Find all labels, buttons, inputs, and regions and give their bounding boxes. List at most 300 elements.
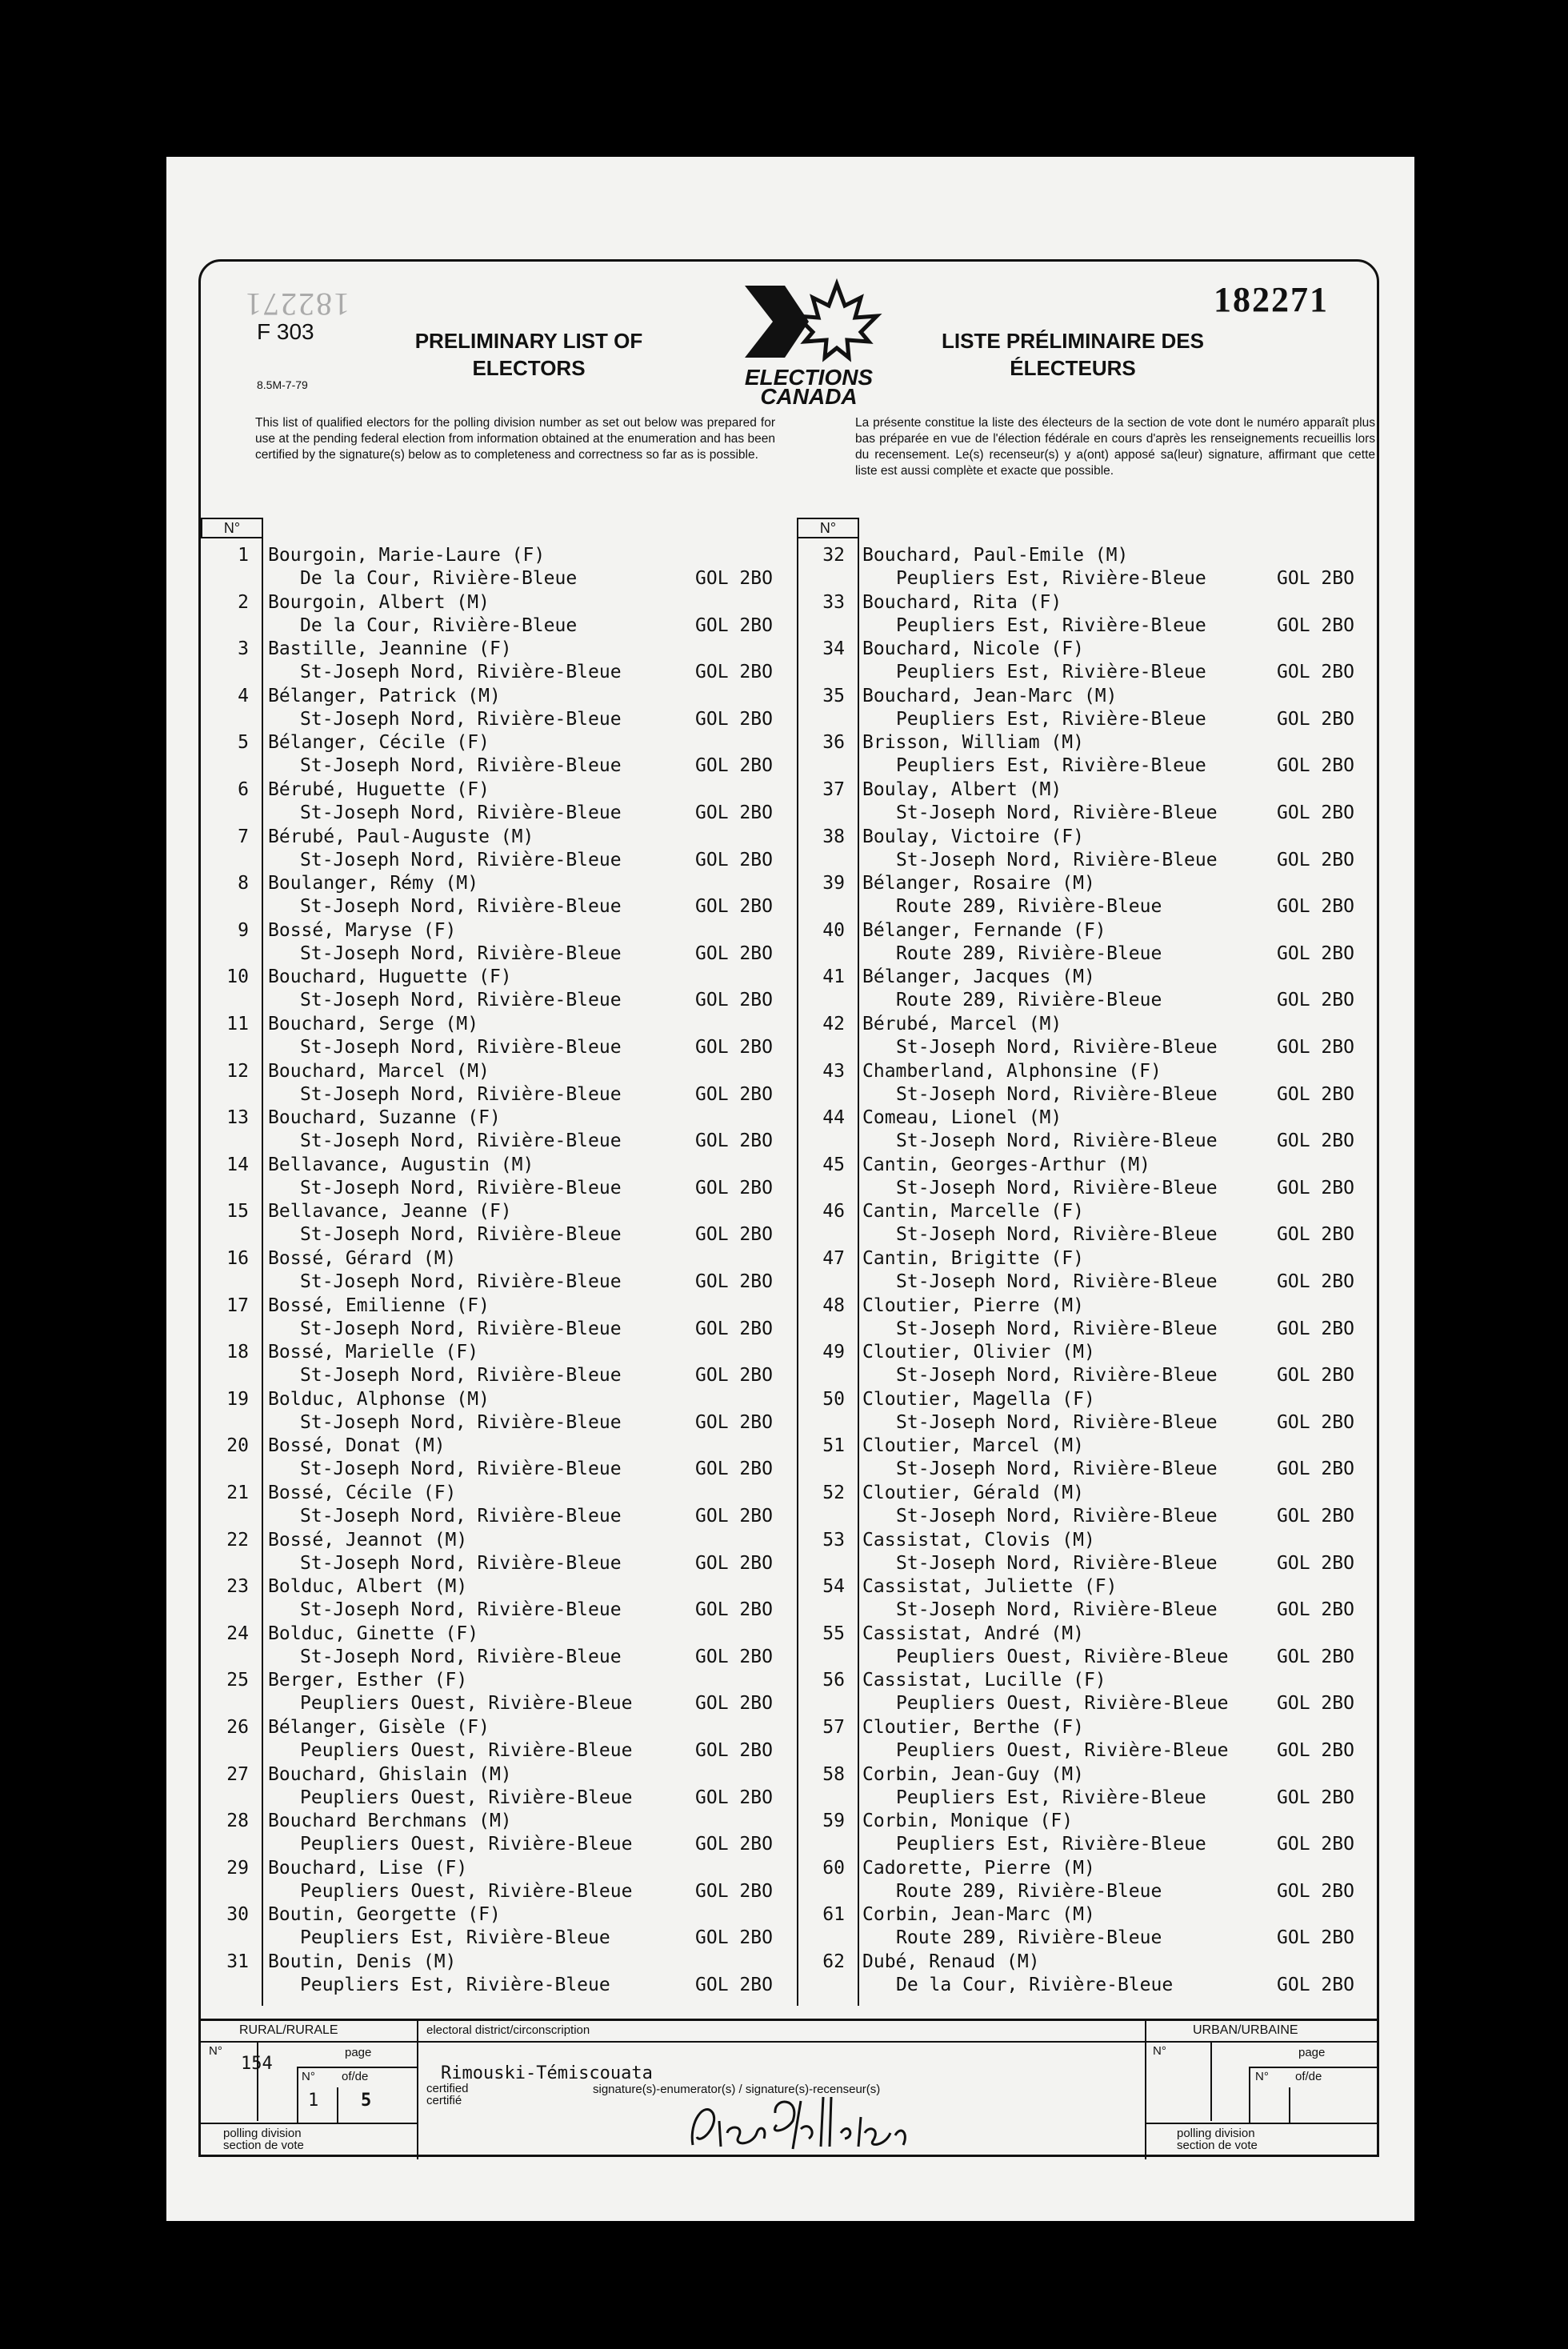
elector-name: Cantin, Georges-Arthur (M) — [862, 1154, 1151, 1175]
elector-number: 42 — [822, 1014, 845, 1034]
elector-entry — [797, 1432, 1377, 1479]
elector-address: St-Joseph Nord, Rivière-Bleue — [896, 1224, 1218, 1246]
elector-address: St-Joseph Nord, Rivière-Bleue — [300, 1599, 622, 1621]
elector-entry — [201, 1104, 797, 1151]
urban-polling-division-label: polling division section de vote — [1177, 2127, 1258, 2152]
logo-text-line1: ELECTIONS — [744, 365, 874, 390]
elector-number: 53 — [822, 1529, 845, 1551]
elector-name: Bellavance, Augustin (M) — [268, 1154, 534, 1175]
elector-entry — [201, 589, 797, 636]
elector-number: 45 — [822, 1154, 845, 1175]
elector-postal-code: GOL 2BO — [695, 942, 773, 964]
elector-entry — [797, 870, 1377, 917]
elector-entry — [797, 963, 1377, 1010]
elector-number: 58 — [822, 1763, 845, 1785]
elector-name: Boulanger, Rémy (M) — [268, 873, 479, 894]
elector-name: Bouchard, Ghislain (M) — [268, 1763, 512, 1785]
elector-address: St-Joseph Nord, Rivière-Bleue — [300, 1177, 622, 1199]
elector-address: St-Joseph Nord, Rivière-Bleue — [300, 1224, 622, 1246]
elector-number: 19 — [226, 1388, 249, 1410]
elector-number: 40 — [822, 919, 845, 941]
elector-name: Bouchard, Lise (F) — [268, 1857, 468, 1879]
elector-address: Route 289, Rivière-Bleue — [896, 990, 1162, 1011]
elector-number: 46 — [822, 1201, 845, 1223]
elector-number: 27 — [226, 1763, 249, 1785]
elector-postal-code: GOL 2BO — [1277, 1411, 1354, 1433]
elector-number: 10 — [226, 966, 249, 988]
elector-number: 21 — [226, 1483, 249, 1503]
elector-name: Bouchard, Marcel (M) — [268, 1060, 490, 1082]
elector-number: 31 — [226, 1951, 249, 1972]
elector-name: Cloutier, Magella (F) — [862, 1388, 1095, 1410]
elector-number: 14 — [226, 1154, 249, 1175]
rural-page-label: page — [345, 2046, 372, 2059]
elector-number: 2 — [238, 591, 249, 613]
elector-postal-code: GOL 2BO — [1277, 1271, 1354, 1292]
elector-postal-code: GOL 2BO — [1277, 1693, 1354, 1715]
elector-number: 18 — [226, 1342, 249, 1363]
elector-entry — [201, 1573, 797, 1620]
elector-address: St-Joseph Nord, Rivière-Bleue — [896, 1506, 1218, 1527]
elector-entry — [797, 1104, 1377, 1151]
elector-number: 26 — [226, 1717, 249, 1738]
elector-entry — [797, 542, 1377, 589]
elector-postal-code: GOL 2BO — [695, 990, 773, 1011]
elector-postal-code: GOL 2BO — [695, 1506, 773, 1527]
elector-postal-code: GOL 2BO — [695, 614, 773, 636]
elector-number: 52 — [822, 1483, 845, 1503]
elector-entry — [201, 1714, 797, 1761]
elector-name: Bélanger, Rosaire (M) — [862, 873, 1095, 894]
elector-number: 5 — [238, 732, 249, 754]
elector-entry — [201, 1058, 797, 1105]
elector-number: 47 — [822, 1248, 845, 1269]
electors-table — [201, 518, 1377, 2006]
elector-number: 36 — [822, 732, 845, 754]
elector-entry — [797, 1198, 1377, 1245]
elector-entry — [797, 1901, 1377, 1948]
elector-name: Cloutier, Marcel (M) — [862, 1435, 1084, 1457]
elector-postal-code: GOL 2BO — [1277, 1506, 1354, 1527]
rural-no-label: N° — [209, 2044, 222, 2058]
elector-address: St-Joseph Nord, Rivière-Bleue — [300, 1552, 622, 1574]
elector-entry — [797, 1479, 1377, 1527]
elector-postal-code: GOL 2BO — [1277, 1880, 1354, 1902]
elector-number: 6 — [238, 779, 249, 800]
inverted-serial-stamp: 182271 — [244, 286, 350, 322]
elector-address: Peupliers Est, Rivière-Bleue — [896, 1787, 1206, 1808]
elector-postal-code: GOL 2BO — [1277, 1552, 1354, 1574]
elector-postal-code: GOL 2BO — [695, 1880, 773, 1902]
elector-postal-code: GOL 2BO — [1277, 1927, 1354, 1949]
elector-entry — [797, 1339, 1377, 1386]
elector-name: Bélanger, Jacques (M) — [862, 966, 1095, 988]
elector-name: Bossé, Donat (M) — [268, 1435, 446, 1457]
elector-entry — [201, 1667, 797, 1714]
page-number: 1 — [308, 2091, 319, 2111]
logo-text-line2: CANADA — [760, 384, 858, 409]
signature-label: signature(s)-enumerator(s) / signature(s)-recenseur(s) — [593, 2083, 881, 2096]
elector-name: Berger, Esther (F) — [268, 1670, 468, 1691]
elector-entry — [201, 1245, 797, 1292]
elector-postal-code: GOL 2BO — [695, 1177, 773, 1199]
elector-name: Corbin, Jean-Marc (M) — [862, 1904, 1095, 1926]
elector-name: Bérubé, Marcel (M) — [862, 1014, 1062, 1034]
elector-entry — [201, 542, 797, 589]
elector-number: 3 — [238, 638, 249, 660]
elector-name: Bourgoin, Albert (M) — [268, 591, 490, 613]
elector-address: Peupliers Ouest, Rivière-Bleue — [896, 1740, 1229, 1761]
elector-entry — [797, 1573, 1377, 1620]
elector-address: St-Joseph Nord, Rivière-Bleue — [896, 1130, 1218, 1152]
elector-postal-code: GOL 2BO — [695, 1787, 773, 1808]
elector-entry — [797, 1527, 1377, 1574]
title-english: PRELIMINARY LIST OF ELECTORS — [414, 329, 643, 380]
elector-number: 16 — [226, 1248, 249, 1269]
elector-address: St-Joseph Nord, Rivière-Bleue — [896, 1411, 1218, 1433]
elector-address: St-Joseph Nord, Rivière-Bleue — [300, 1271, 622, 1292]
elector-postal-code: GOL 2BO — [695, 1834, 773, 1855]
rural-page-no-label: N° — [302, 2070, 315, 2083]
elector-postal-code: GOL 2BO — [695, 1646, 773, 1667]
elector-number: 35 — [822, 685, 845, 706]
elector-address: St-Joseph Nord, Rivière-Bleue — [896, 1083, 1218, 1105]
elector-entry — [797, 823, 1377, 870]
elector-address: De la Cour, Rivière-Bleue — [300, 614, 578, 636]
elector-entry — [797, 1761, 1377, 1808]
elector-address: De la Cour, Rivière-Bleue — [300, 568, 578, 589]
elector-name: Bossé, Maryse (F) — [268, 919, 457, 941]
elector-number: 55 — [822, 1623, 845, 1644]
certified-label: certified certifié — [426, 2082, 469, 2107]
elector-name: Bolduc, Ginette (F) — [268, 1623, 479, 1644]
document-number: 182271 — [1214, 280, 1329, 319]
elector-number: 25 — [226, 1670, 249, 1691]
right-entries-column — [797, 518, 1377, 2006]
right-number-header: N° — [797, 518, 859, 538]
elector-entry — [797, 1620, 1377, 1667]
elector-address: De la Cour, Rivière-Bleue — [896, 1975, 1174, 1995]
elector-entry — [201, 823, 797, 870]
elector-number: 60 — [822, 1857, 845, 1879]
elector-entry — [201, 1948, 797, 1995]
elector-address: St-Joseph Nord, Rivière-Bleue — [896, 849, 1218, 870]
elector-entry — [797, 917, 1377, 964]
elector-address: St-Joseph Nord, Rivière-Bleue — [896, 1365, 1218, 1387]
elector-postal-code: GOL 2BO — [1277, 1599, 1354, 1621]
elector-postal-code: GOL 2BO — [695, 1927, 773, 1949]
urban-no-label: N° — [1153, 2044, 1166, 2058]
elector-entry — [797, 1151, 1377, 1199]
elector-address: Peupliers Ouest, Rivière-Bleue — [300, 1787, 633, 1808]
elector-postal-code: GOL 2BO — [695, 1130, 773, 1152]
elector-name: Dubé, Renaud (M) — [862, 1951, 1040, 1972]
elector-number: 4 — [238, 685, 249, 706]
elector-entry — [797, 1855, 1377, 1902]
elector-postal-code: GOL 2BO — [1277, 1177, 1354, 1199]
elector-entry — [201, 1292, 797, 1339]
elector-name: Bourgoin, Marie-Laure (F) — [268, 545, 546, 566]
rural-label: RURAL/RURALE — [239, 2023, 338, 2037]
elector-name: Bélanger, Gisèle (F) — [268, 1717, 490, 1738]
elector-address: Peupliers Est, Rivière-Bleue — [300, 1927, 610, 1949]
elector-entry — [797, 1667, 1377, 1714]
elector-number: 12 — [226, 1060, 249, 1082]
elector-number: 7 — [238, 826, 249, 847]
electoral-district-label: electoral district/circonscription — [426, 2023, 590, 2037]
elector-postal-code: GOL 2BO — [695, 849, 773, 870]
elector-entry — [201, 1198, 797, 1245]
form-footer — [201, 2019, 1377, 2159]
elector-name: Cloutier, Olivier (M) — [862, 1342, 1095, 1363]
elector-name: Cassistat, Clovis (M) — [862, 1529, 1095, 1551]
title-french: LISTE PRÉLIMINAIRE DES ÉLECTEURS — [942, 329, 1204, 380]
elector-name: Bérubé, Paul-Auguste (M) — [268, 826, 534, 847]
elector-address: St-Joseph Nord, Rivière-Bleue — [300, 896, 622, 918]
elector-postal-code: GOL 2BO — [1277, 802, 1354, 823]
form-print-date: 8.5M-7-79 — [257, 378, 308, 391]
elector-entry — [201, 635, 797, 682]
elector-address: St-Joseph Nord, Rivière-Bleue — [896, 1318, 1218, 1339]
elector-postal-code: GOL 2BO — [1277, 1740, 1354, 1761]
left-entries-column — [201, 518, 797, 2006]
elector-number: 29 — [226, 1857, 249, 1879]
elector-address: St-Joseph Nord, Rivière-Bleue — [896, 1552, 1218, 1574]
elector-address: Peupliers Ouest, Rivière-Bleue — [896, 1693, 1229, 1715]
elector-name: Bélanger, Fernande (F) — [862, 919, 1106, 941]
elector-entry — [201, 870, 797, 917]
elector-number: 56 — [822, 1670, 845, 1691]
elector-name: Comeau, Lionel (M) — [862, 1107, 1062, 1129]
elector-postal-code: GOL 2BO — [695, 896, 773, 918]
elector-name: Cadorette, Pierre (M) — [862, 1857, 1095, 1879]
elector-name: Cantin, Marcelle (F) — [862, 1201, 1084, 1223]
elector-postal-code: GOL 2BO — [695, 1459, 773, 1480]
elector-entry — [797, 1010, 1377, 1058]
elector-name: Bouchard, Serge (M) — [268, 1014, 479, 1034]
elector-name: Bossé, Marielle (F) — [268, 1342, 479, 1363]
elector-postal-code: GOL 2BO — [1277, 614, 1354, 636]
elector-number: 62 — [822, 1951, 845, 1972]
elector-name: Boulay, Albert (M) — [862, 779, 1062, 800]
elector-number: 59 — [822, 1811, 845, 1832]
elector-name: Bouchard, Huguette (F) — [268, 966, 512, 988]
elector-address: St-Joseph Nord, Rivière-Bleue — [300, 708, 622, 730]
elector-name: Cloutier, Gérald (M) — [862, 1483, 1084, 1503]
elector-name: Bossé, Cécile (F) — [268, 1483, 457, 1503]
elector-postal-code: GOL 2BO — [1277, 1975, 1354, 1995]
elector-address: St-Joseph Nord, Rivière-Bleue — [896, 1177, 1218, 1199]
elector-address: St-Joseph Nord, Rivière-Bleue — [300, 755, 622, 777]
elector-number: 34 — [822, 638, 845, 660]
form-frame — [198, 259, 1379, 2157]
elector-entry — [797, 1807, 1377, 1855]
page-of-total: 5 — [361, 2091, 372, 2111]
elector-postal-code: GOL 2BO — [695, 1083, 773, 1105]
enumerator-signature — [681, 2089, 921, 2161]
elector-name: Cassistat, André (M) — [862, 1623, 1084, 1644]
document-paper — [166, 157, 1414, 2221]
elector-entry — [797, 1058, 1377, 1105]
elector-address: St-Joseph Nord, Rivière-Bleue — [300, 1083, 622, 1105]
urban-of-label: of/de — [1295, 2070, 1322, 2083]
elector-address: St-Joseph Nord, Rivière-Bleue — [896, 1599, 1218, 1621]
elector-entry — [201, 917, 797, 964]
elector-postal-code: GOL 2BO — [695, 1552, 773, 1574]
elector-entry — [201, 1620, 797, 1667]
elector-name: Bastille, Jeannine (F) — [268, 638, 512, 660]
elector-address: Route 289, Rivière-Bleue — [896, 1880, 1162, 1902]
elector-name: Bossé, Gérard (M) — [268, 1248, 457, 1269]
elector-entry — [201, 1339, 797, 1386]
elector-entry — [201, 1901, 797, 1948]
elector-name: Boulay, Victoire (F) — [862, 826, 1084, 847]
elector-number: 50 — [822, 1388, 845, 1410]
elector-number: 23 — [226, 1576, 249, 1598]
elector-postal-code: GOL 2BO — [695, 708, 773, 730]
elector-address: St-Joseph Nord, Rivière-Bleue — [300, 1646, 622, 1667]
elector-number: 11 — [226, 1014, 249, 1034]
elector-name: Brisson, William (M) — [862, 732, 1084, 754]
elector-address: St-Joseph Nord, Rivière-Bleue — [300, 849, 622, 870]
elector-postal-code: GOL 2BO — [1277, 1224, 1354, 1246]
elector-number: 28 — [226, 1811, 249, 1832]
elector-postal-code: GOL 2BO — [695, 1599, 773, 1621]
elector-name: Corbin, Jean-Guy (M) — [862, 1763, 1084, 1785]
elector-name: Bouchard, Nicole (F) — [862, 638, 1084, 660]
elector-number: 24 — [226, 1623, 249, 1644]
elector-postal-code: GOL 2BO — [1277, 990, 1354, 1011]
elector-address: St-Joseph Nord, Rivière-Bleue — [896, 1271, 1218, 1292]
elector-name: Chamberland, Alphonsine (F) — [862, 1060, 1162, 1082]
elector-number: 49 — [822, 1342, 845, 1363]
elector-address: Peupliers Est, Rivière-Bleue — [896, 1834, 1206, 1855]
elector-postal-code: GOL 2BO — [1277, 942, 1354, 964]
elector-postal-code: GOL 2BO — [695, 1365, 773, 1387]
elector-name: Corbin, Monique (F) — [862, 1811, 1074, 1832]
elector-number: 54 — [822, 1576, 845, 1598]
elector-name: Bossé, Emilienne (F) — [268, 1295, 490, 1316]
elector-postal-code: GOL 2BO — [1277, 662, 1354, 683]
elector-address: Peupliers Est, Rivière-Bleue — [896, 568, 1206, 589]
elector-name: Bolduc, Albert (M) — [268, 1576, 468, 1598]
elector-address: St-Joseph Nord, Rivière-Bleue — [300, 1459, 622, 1480]
elector-name: Bolduc, Alphonse (M) — [268, 1388, 490, 1410]
elector-postal-code: GOL 2BO — [695, 662, 773, 683]
elector-name: Bouchard, Paul-Emile (M) — [862, 545, 1129, 566]
elector-number: 13 — [226, 1107, 249, 1129]
elector-postal-code: GOL 2BO — [1277, 1130, 1354, 1152]
elector-entry — [201, 682, 797, 730]
elector-address: Peupliers Est, Rivière-Bleue — [896, 614, 1206, 636]
maple-leaf-x-icon — [729, 278, 889, 366]
elector-entry — [797, 1292, 1377, 1339]
left-number-header: N° — [201, 518, 263, 538]
elector-name: Cassistat, Lucille (F) — [862, 1670, 1106, 1691]
elector-address: St-Joseph Nord, Rivière-Bleue — [300, 942, 622, 964]
elector-address: Peupliers Ouest, Rivière-Bleue — [300, 1834, 633, 1855]
elector-entry — [797, 1386, 1377, 1433]
elector-entry — [797, 589, 1377, 636]
elector-number: 22 — [226, 1529, 249, 1551]
elector-address: Peupliers Ouest, Rivière-Bleue — [300, 1880, 633, 1902]
elector-entry — [797, 1948, 1377, 1995]
elector-address: Route 289, Rivière-Bleue — [896, 896, 1162, 918]
elector-number: 61 — [822, 1904, 845, 1926]
elector-entry — [201, 1432, 797, 1479]
elector-number: 8 — [238, 873, 249, 894]
elector-entry — [797, 1245, 1377, 1292]
elector-address: St-Joseph Nord, Rivière-Bleue — [300, 990, 622, 1011]
elector-postal-code: GOL 2BO — [1277, 1365, 1354, 1387]
elector-address: St-Joseph Nord, Rivière-Bleue — [300, 1318, 622, 1339]
elector-address: St-Joseph Nord, Rivière-Bleue — [300, 1130, 622, 1152]
elector-entry — [201, 729, 797, 776]
elector-entry — [201, 1527, 797, 1574]
elector-entry — [201, 1479, 797, 1527]
elector-address: Route 289, Rivière-Bleue — [896, 1927, 1162, 1949]
elector-entry — [797, 635, 1377, 682]
elector-postal-code: GOL 2BO — [695, 1693, 773, 1715]
elector-address: St-Joseph Nord, Rivière-Bleue — [300, 662, 622, 683]
elector-name: Bouchard, Jean-Marc (M) — [862, 685, 1118, 706]
elector-name: Cantin, Brigitte (F) — [862, 1248, 1084, 1269]
elector-entry — [201, 1010, 797, 1058]
elector-postal-code: GOL 2BO — [1277, 1787, 1354, 1808]
elector-postal-code: GOL 2BO — [1277, 1318, 1354, 1339]
elector-address: St-Joseph Nord, Rivière-Bleue — [896, 1037, 1218, 1058]
elector-address: Route 289, Rivière-Bleue — [896, 942, 1162, 964]
elector-entry — [201, 1855, 797, 1902]
elector-postal-code: GOL 2BO — [695, 1411, 773, 1433]
elector-postal-code: GOL 2BO — [1277, 1037, 1354, 1058]
elector-postal-code: GOL 2BO — [1277, 1834, 1354, 1855]
polling-division-number: 154 — [241, 2054, 273, 2074]
elector-number: 37 — [822, 779, 845, 800]
form-code: F 303 — [257, 319, 314, 344]
elector-name: Bellavance, Jeanne (F) — [268, 1201, 512, 1223]
elector-name: Bossé, Jeannot (M) — [268, 1529, 468, 1551]
rural-of-label: of/de — [342, 2070, 369, 2083]
elector-address: Peupliers Est, Rivière-Bleue — [896, 708, 1206, 730]
elector-number: 9 — [238, 919, 249, 941]
intro-text-french: La présente constitue la liste des électeurs de la section de vote dont le numéro apparaît plus bas préparée en vue de l'élection fédérale en cours d'après les renseignements recueillis lors du recensement. Le(s) recenseur(s) y a(ont) apposé sa(leur) signature, affirmant que cette liste est aussi complète et exacte que possible. — [855, 416, 1375, 478]
elector-number: 1 — [238, 545, 249, 566]
elector-name: Bouchard, Rita (F) — [862, 591, 1062, 613]
elector-postal-code: GOL 2BO — [1277, 896, 1354, 918]
intro-text-english: This list of qualified electors for the polling division number as set out below was prepared for use at the pending federal election from information obtained at the enumeration and has been certified by the signature(s) below as to completeness and correctness so far as is possible. — [255, 416, 775, 462]
elector-name: Boutin, Georgette (F) — [268, 1904, 501, 1926]
elector-postal-code: GOL 2BO — [695, 1037, 773, 1058]
elector-number: 38 — [822, 826, 845, 847]
elector-address: St-Joseph Nord, Rivière-Bleue — [300, 1411, 622, 1433]
elector-name: Bouchard Berchmans (M) — [268, 1811, 512, 1832]
urban-label: URBAN/URBAINE — [1193, 2023, 1298, 2037]
elector-postal-code: GOL 2BO — [1277, 755, 1354, 777]
elector-postal-code: GOL 2BO — [1277, 1646, 1354, 1667]
elector-address: St-Joseph Nord, Rivière-Bleue — [300, 1506, 622, 1527]
elector-entry — [797, 776, 1377, 823]
elector-number: 20 — [226, 1435, 249, 1457]
elector-name: Cassistat, Juliette (F) — [862, 1576, 1118, 1598]
elector-name: Bélanger, Cécile (F) — [268, 732, 490, 754]
elector-number: 57 — [822, 1717, 845, 1738]
elector-entry — [797, 729, 1377, 776]
elector-name: Bérubé, Huguette (F) — [268, 779, 490, 800]
elector-postal-code: GOL 2BO — [1277, 1459, 1354, 1480]
elector-address: Peupliers Ouest, Rivière-Bleue — [300, 1693, 633, 1715]
elector-number: 33 — [822, 591, 845, 613]
